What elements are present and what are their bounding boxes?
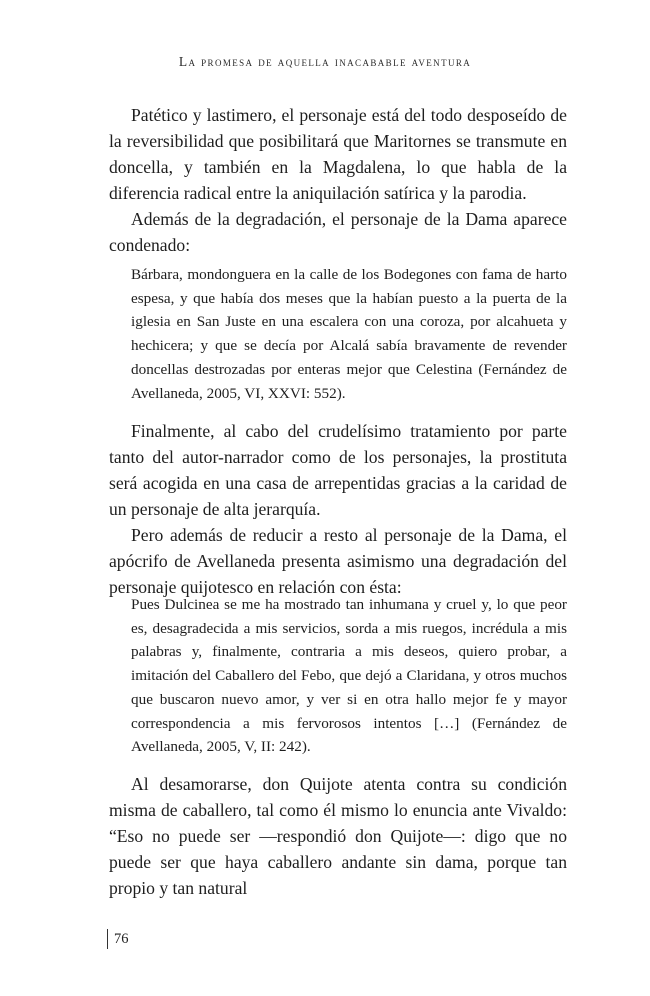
page-number: 76 xyxy=(107,929,129,949)
body-paragraph-1 xyxy=(109,102,567,206)
paragraph-text: Además de la degradación, el personaje de la Dama aparece condenado: xyxy=(109,209,567,255)
running-header: La promesa de aquella inacabable aventura xyxy=(178,54,472,69)
quote-text: Bárbara, mondonguera en la calle de los Bodegones con fama de harto espesa, y que había dos meses que la habían puesto a la puerta de la iglesia en San Juste en una escalera con una coroza, por alcahueta y hechicera; y que se decía por Alcalá sabía bravamente de revender doncellas destrozadas por enteras mejor que Celestina (Fernández de Avellaneda, 2005, VI, XXVI: 552). xyxy=(131,266,567,402)
block-quote-2 xyxy=(131,593,567,759)
paragraph-text: Pero además de reducir a resto al personaje de la Dama, el apócrifo de Avellaneda presenta asimismo una degradación del personaje quijotesco en relación con ésta: xyxy=(109,525,567,597)
quote-text: Pues Dulcinea se me ha mostrado tan inhumana y cruel y, lo que peor es, desagradecida a mis servicios, sorda a mis ruegos, incrédula a mis palabras y, finalmente, contraria a mis deseos, quiero probar, a imitación del Caballero del Febo, que dejó a Claridana, y otros muchos que buscaron nuevo amor, y ver si en otra hallo mejor fe y mayor correspondencia a mis fervorosos intentos […] (Fernández de Avellaneda, 2005, V, II: 242). xyxy=(131,596,567,756)
body-paragraph-2 xyxy=(109,206,567,258)
paragraph-text: Patético y lastimero, el personaje está del todo desposeído de la reversibilidad que posibilitará que Maritornes se transmute en doncella, y también en la Magdalena, lo que habla de la diferencia radical entre la aniquilación satírica y la parodia. xyxy=(109,105,567,203)
paragraph-text: Finalmente, al cabo del crudelísimo tratamiento por parte tanto del autor-narrador como de los personajes, la prostituta será acogida en una casa de arrepentidas gracias a la caridad de un personaje de alta jerarquía. xyxy=(109,421,567,519)
body-paragraph-5 xyxy=(109,771,567,901)
body-paragraph-4 xyxy=(109,522,567,600)
block-quote-1 xyxy=(131,263,567,405)
body-paragraph-3 xyxy=(109,418,567,522)
paragraph-text: Al desamorarse, don Quijote atenta contra su condición misma de caballero, tal como él mismo lo enuncia ante Vivaldo: “Eso no puede ser —respondió don Quijote—: digo que no puede ser que haya caballero andante sin dama, porque tan propio y tan natural xyxy=(109,774,567,898)
